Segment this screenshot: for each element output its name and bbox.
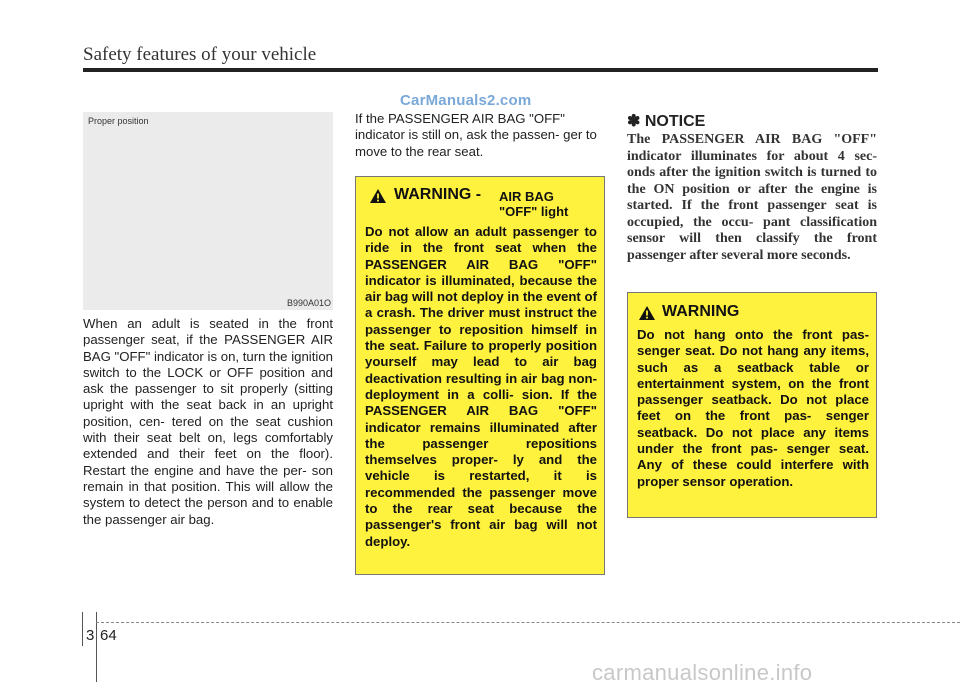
- warning-subtitle-line2: "OFF" light: [499, 204, 569, 219]
- notice-body: The PASSENGER AIR BAG "OFF" indicator illuminates for about 4 sec- onds after the ignition switch is turned to the ON position or after the engine is started. If the front passenger seat is occupied, the occu- pant classification sensor will then classify the front passenger after several more seconds.: [627, 132, 877, 263]
- seat-warning-box: [627, 292, 877, 518]
- warning-body: Do not hang onto the front pas- senger seat. Do not hang any items, such as a seatback table or entertainment system, on the front passenger seatback. Do not place feet on the front pas- senger seatback. Do not place any items under the front pas- senger seat. Any of these could interfere with proper sensor operation.: [637, 327, 869, 489]
- warning-subtitle-line1: AIR BAG: [499, 189, 554, 204]
- page-number: 64: [100, 627, 117, 644]
- figure-caption: Proper position: [88, 116, 149, 126]
- page-header-title: Safety features of your vehicle: [83, 44, 317, 65]
- airbag-warning-box: [355, 176, 605, 575]
- warning-body: Do not allow an adult passenger to ride in the front seat when the PASSENGER AIR BAG "OFF" indicator is illuminated, because the air bag will not deploy in the event of a crash. The driver must instruct the passenger to reposition himself in the seat. Failure to properly position yourself may lead to air bag deactivation resulting in air bag non-deployment in a colli- sion. If the PASSENGER AIR BAG "OFF" indicator remains illuminated after the passenger repositions themselves proper- ly and the vehicle is restarted, it is recommended the passenger move to the rear seat because the passenger's front air bag will not deploy.: [365, 224, 597, 549]
- watermark-text: CarManuals2.com: [400, 92, 532, 109]
- instruction-paragraph: When an adult is seated in the front passenger seat, if the PASSENGER AIR BAG "OFF" indicator is on, turn the ignition switch to the LOCK or OFF position and ask the passenger to sit properly (sitting upright with the seat back in an upright position, cen- tered on the seat cushion with their seat belt on, legs comfortably extended and their feet on the floor). Restart the engine and have the per- son remain in that position. This will allow the system to detect the person and to enable the passenger air bag.: [83, 316, 333, 527]
- warning-triangle-icon: [638, 305, 656, 321]
- notice-title: ✽ NOTICE: [627, 113, 706, 130]
- site-watermark: carmanualsonline.info: [592, 660, 813, 685]
- chapter-number: 3: [86, 627, 95, 644]
- header-rule: [83, 68, 878, 72]
- footer-dashed-rule: [96, 622, 960, 623]
- warning-title: WARNING: [662, 303, 740, 320]
- footer-divider: [82, 612, 83, 646]
- rear-seat-paragraph: If the PASSENGER AIR BAG "OFF" indicator is still on, ask the passen- ger to move to the rear seat.: [355, 111, 597, 159]
- figure-code: B990A01O: [286, 298, 331, 308]
- warning-triangle-icon: [369, 188, 387, 204]
- figure-image: [83, 112, 333, 310]
- warning-title: WARNING -: [394, 186, 482, 203]
